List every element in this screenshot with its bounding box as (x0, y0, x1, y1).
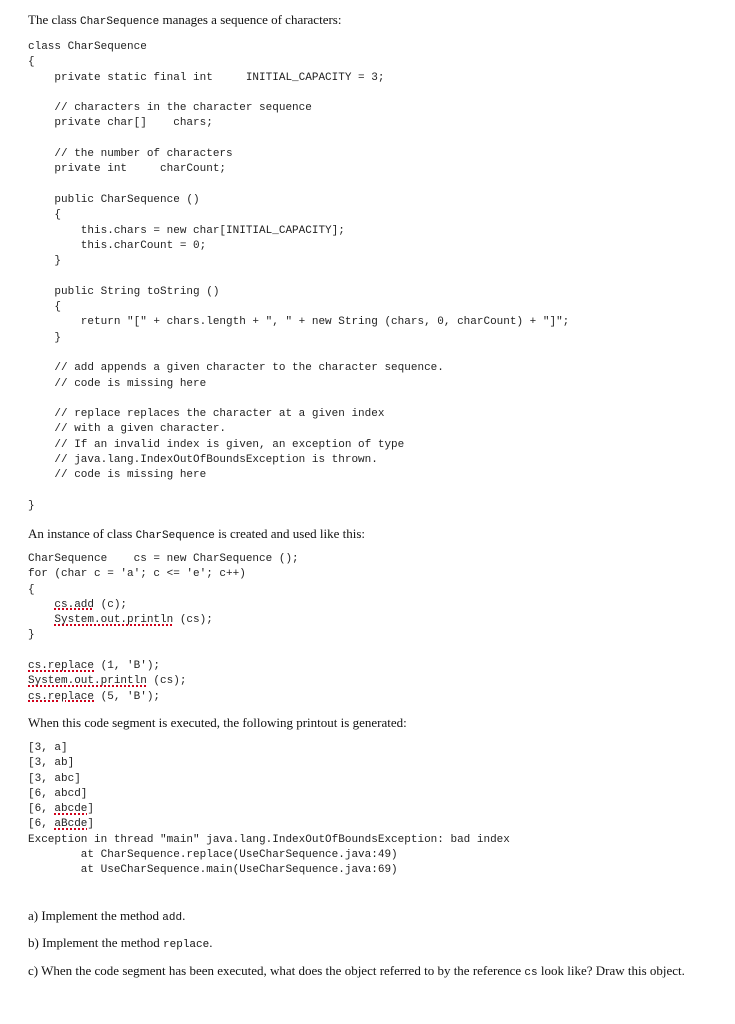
code-fragment: (5, 'B'); (94, 690, 161, 703)
printout-line: [6, abcd] (28, 787, 88, 800)
class-code-line (28, 132, 569, 147)
usage-line (28, 674, 299, 689)
code-fragment: (cs); (173, 614, 213, 627)
intro-class-name: CharSequence (79, 16, 160, 28)
spellcheck-underlined-text: aBcde (54, 818, 88, 831)
class-code-block (28, 40, 569, 514)
class-code-line: // add appends a given character to the character sequence. (28, 362, 444, 375)
class-code-line: public CharSequence () (28, 193, 200, 206)
question-b-text: b) Implement the method (28, 935, 164, 950)
class-code-line: // If an invalid index is given, an exception of type (28, 438, 405, 451)
usage-line (28, 659, 299, 674)
intro-text-before: The class (28, 12, 80, 27)
class-code-line: { (28, 209, 62, 222)
printout-line: [3, abc] (28, 772, 81, 785)
question-c (28, 962, 708, 982)
printout-line: [3, ab] (28, 757, 75, 770)
class-code-line: // code is missing here (28, 469, 207, 482)
code-fragment: [6, (28, 818, 55, 831)
indent (28, 599, 54, 611)
question-c-text-end: look like? Draw this object. (537, 963, 685, 978)
class-code-line (28, 392, 569, 407)
usage-line: for (char c = 'a'; c <= 'e'; c++) (28, 568, 246, 581)
intro-text-after: manages a sequence of characters: (159, 12, 342, 27)
class-code-line: this.charCount = 0; (28, 239, 207, 252)
indent (28, 614, 54, 626)
usage-line (28, 613, 299, 628)
question-c-text: c) When the code segment has been executed, what does the object referred to by the reference (28, 963, 525, 978)
intro-paragraph (28, 11, 341, 31)
class-code-line (28, 346, 569, 361)
class-code-line: { (28, 56, 35, 69)
class-code-line: // code is missing here (28, 377, 207, 390)
class-code-line (28, 86, 569, 101)
class-code-line (28, 178, 569, 193)
usage-code-block (28, 552, 299, 705)
class-code-line: this.chars = new char[INITIAL_CAPACITY]; (28, 224, 345, 237)
class-code-line: // the number of characters (28, 148, 233, 161)
class-code-line (28, 484, 569, 499)
usage-line (28, 644, 299, 659)
printout-line: at UseCharSequence.main(UseCharSequence.java:69) (28, 864, 398, 877)
class-code-line: // java.lang.IndexOutOfBoundsException is thrown. (28, 454, 378, 467)
class-code-line (28, 269, 569, 284)
class-code-line: private static final int INITIAL_CAPACITY = 3; (28, 71, 385, 84)
question-c-reference: cs (524, 967, 538, 979)
printout-intro-paragraph: When this code segment is executed, the following printout is generated: (28, 715, 407, 730)
class-code-line: } (28, 499, 35, 512)
printout-line: at CharSequence.replace(UseCharSequence.java:49) (28, 849, 398, 862)
code-fragment: [6, (28, 803, 55, 816)
code-fragment: (1, 'B'); (94, 660, 161, 673)
class-code-line: public String toString () (28, 285, 220, 298)
printout-line (28, 802, 510, 817)
class-code-line: } (28, 331, 62, 344)
question-a-end: . (182, 908, 186, 923)
class-code-line: // with a given character. (28, 423, 227, 436)
instance-intro-paragraph (28, 525, 365, 545)
class-code-line: private int charCount; (28, 163, 227, 176)
code-fragment: (cs); (146, 675, 187, 688)
code-fragment: ] (87, 818, 95, 831)
instance-intro-before: An instance of class (28, 526, 136, 541)
question-a (28, 907, 185, 927)
class-code-line: // replace replaces the character at a given index (28, 408, 385, 421)
usage-line (28, 690, 299, 705)
question-a-method: add (162, 912, 183, 924)
printout-line (28, 817, 510, 832)
spellcheck-underlined-text: cs.replace (28, 660, 95, 673)
class-code-line: private char[] chars; (28, 117, 213, 130)
spellcheck-underlined-text: cs.add (54, 598, 95, 611)
question-b-end: . (209, 935, 213, 950)
code-fragment: (c); (94, 598, 128, 611)
printout-line: [3, a] (28, 742, 68, 754)
question-b-method: replace (163, 939, 210, 951)
printout-line: Exception in thread "main" java.lang.IndexOutOfBoundsException: bad index (28, 833, 510, 846)
class-code-line: class CharSequence (28, 41, 147, 53)
spellcheck-underlined-text: abcde (54, 803, 88, 816)
class-code-line: { (28, 301, 62, 314)
spellcheck-underlined-text: System.out.println (28, 675, 147, 688)
instance-intro-after: is created and used like this: (214, 526, 365, 541)
question-a-text: a) Implement the method (28, 908, 163, 923)
spellcheck-underlined-text: System.out.println (54, 614, 174, 627)
instance-intro-class-name: CharSequence (135, 530, 215, 542)
question-b (28, 934, 213, 954)
usage-line (28, 598, 299, 613)
class-code-line: } (28, 255, 62, 268)
usage-line: { (28, 583, 35, 596)
usage-line: CharSequence cs = new CharSequence (); (28, 553, 299, 565)
printout-block (28, 741, 510, 879)
usage-line: } (28, 629, 35, 642)
class-code-line: return "[" + chars.length + ", " + new String (chars, 0, charCount) + "]"; (28, 316, 570, 329)
code-fragment: ] (87, 803, 95, 816)
spellcheck-underlined-text: cs.replace (28, 690, 95, 703)
class-code-line: // characters in the character sequence (28, 102, 312, 115)
